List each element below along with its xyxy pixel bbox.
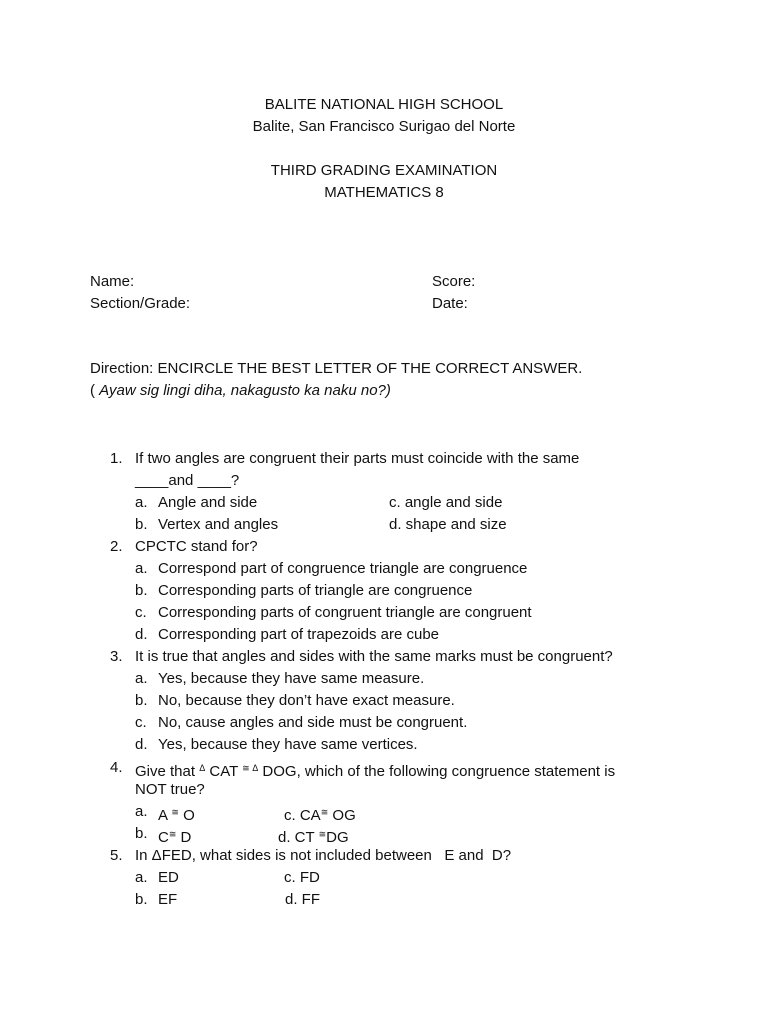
q4-b-post: D [176,829,192,846]
choice-letter: d. [135,626,148,643]
choice-row [0,668,768,690]
school-address: Balite, San Francisco Surigao del Norte [252,118,516,135]
question-number: 4. [110,759,123,776]
choice-c: c. angle and side [389,494,503,511]
choice-row [0,624,768,646]
question-2 [0,536,768,558]
score-label: Score: [432,273,476,290]
q4-d-post: DG [326,829,349,846]
choice-letter: a. [135,869,148,886]
choice-letter: a. [135,560,148,577]
school-name: BALITE NATIONAL HIGH SCHOOL [264,96,504,113]
choice-letter: b. [135,692,148,709]
direction-note-line [90,380,391,402]
choice-row [0,690,768,712]
direction-note: Ayaw sig lingi diha, nakagusto ka naku no?) [99,382,391,399]
choice-letter: b. [135,825,148,842]
congruent-symbol: ≅ [318,829,327,839]
choice-row [0,823,768,845]
choice-b: Vertex and angles [158,516,279,533]
choice-letter: a. [135,670,148,687]
choice-letter: d. [135,736,148,753]
q4-text-post: DOG, which of the following congruence statement is [258,763,616,780]
q4-text-pre: Give that [135,763,200,780]
choice-row [0,514,768,536]
name-label: Name: [90,273,135,290]
question-text-cont: NOT true? [135,781,205,798]
choice-row [0,867,768,889]
direction-text: Direction: ENCIRCLE THE BEST LETTER OF THE CORRECT ANSWER. [90,360,583,377]
q4-a-pre: A [158,807,172,824]
congruent-symbol: ≅ [168,829,177,839]
choice-row [0,734,768,756]
q4-b-pre: C [158,829,169,846]
choice-letter: c. [135,714,147,731]
question-text: CPCTC stand for? [135,538,258,555]
question-number: 5. [110,847,123,864]
question-1-line2 [0,470,768,492]
question-text: If two angles are congruent their parts must coincide with the same [135,450,580,467]
choice-letter: a. [135,494,148,511]
choice-letter: b. [135,582,148,599]
choice-letter: b. [135,891,148,908]
choice-a: Angle and side [158,494,258,511]
q4-c-post: OG [328,807,356,824]
question-4 [0,757,768,779]
question-text: In ΔFED, what sides is not included between E and D? [135,847,512,864]
direction-open-paren: ( [90,382,100,399]
choice-row [0,602,768,624]
choice-d: d. FF [285,891,321,908]
question-number: 2. [110,538,123,555]
q4-c-pre: c. CA [284,807,321,824]
subject-title: MATHEMATICS 8 [324,184,444,201]
choice-c: Corresponding parts of congruent triangle are congruent [158,604,532,621]
choice-b: EF [158,891,178,908]
date-label: Date: [432,295,468,312]
section-grade-label: Section/Grade: [90,295,191,312]
question-text-cont: ____and ____? [135,472,240,489]
choice-b: Corresponding parts of triangle are congruence [158,582,473,599]
choice-letter: b. [135,516,148,533]
q4-cat: CAT [205,763,243,780]
choice-row [0,558,768,580]
choice-c: c. FD [284,869,320,886]
question-number: 1. [110,450,123,467]
choice-letter: a. [135,803,148,820]
question-number: 3. [110,648,123,665]
congruent-symbol: ≅ [242,763,250,773]
exam-title: THIRD GRADING EXAMINATION [270,162,498,179]
choice-row [0,492,768,514]
choice-c: No, cause angles and side must be congruent. [158,714,468,731]
choice-d: Yes, because they have same vertices. [158,736,418,753]
question-text: It is true that angles and sides with the same marks must be congruent? [135,648,613,665]
choice-b: No, because they don’t have exact measure. [158,692,455,709]
congruent-symbol: ≅ [320,807,329,817]
choice-row [0,889,768,911]
congruent-symbol: ≅ [171,807,179,817]
choice-row [0,580,768,602]
question-5 [0,845,768,867]
choice-a: Correspond part of congruence triangle are congruence [158,560,528,577]
choice-d: d. shape and size [389,516,507,533]
question-3 [0,646,768,668]
q4-a-post: O [178,807,195,824]
triangle-symbol: Δ [249,763,259,773]
q4-d-pre: d. CT [278,829,319,846]
choice-letter: c. [135,604,147,621]
choice-a: ED [158,869,179,886]
question-4-line2 [0,779,768,801]
choice-row [0,712,768,734]
question-1 [0,448,768,470]
choice-d: Corresponding part of trapezoids are cube [158,626,440,643]
choice-a: Yes, because they have same measure. [158,670,425,687]
triangle-symbol: Δ [199,763,206,773]
choice-row [0,801,768,823]
